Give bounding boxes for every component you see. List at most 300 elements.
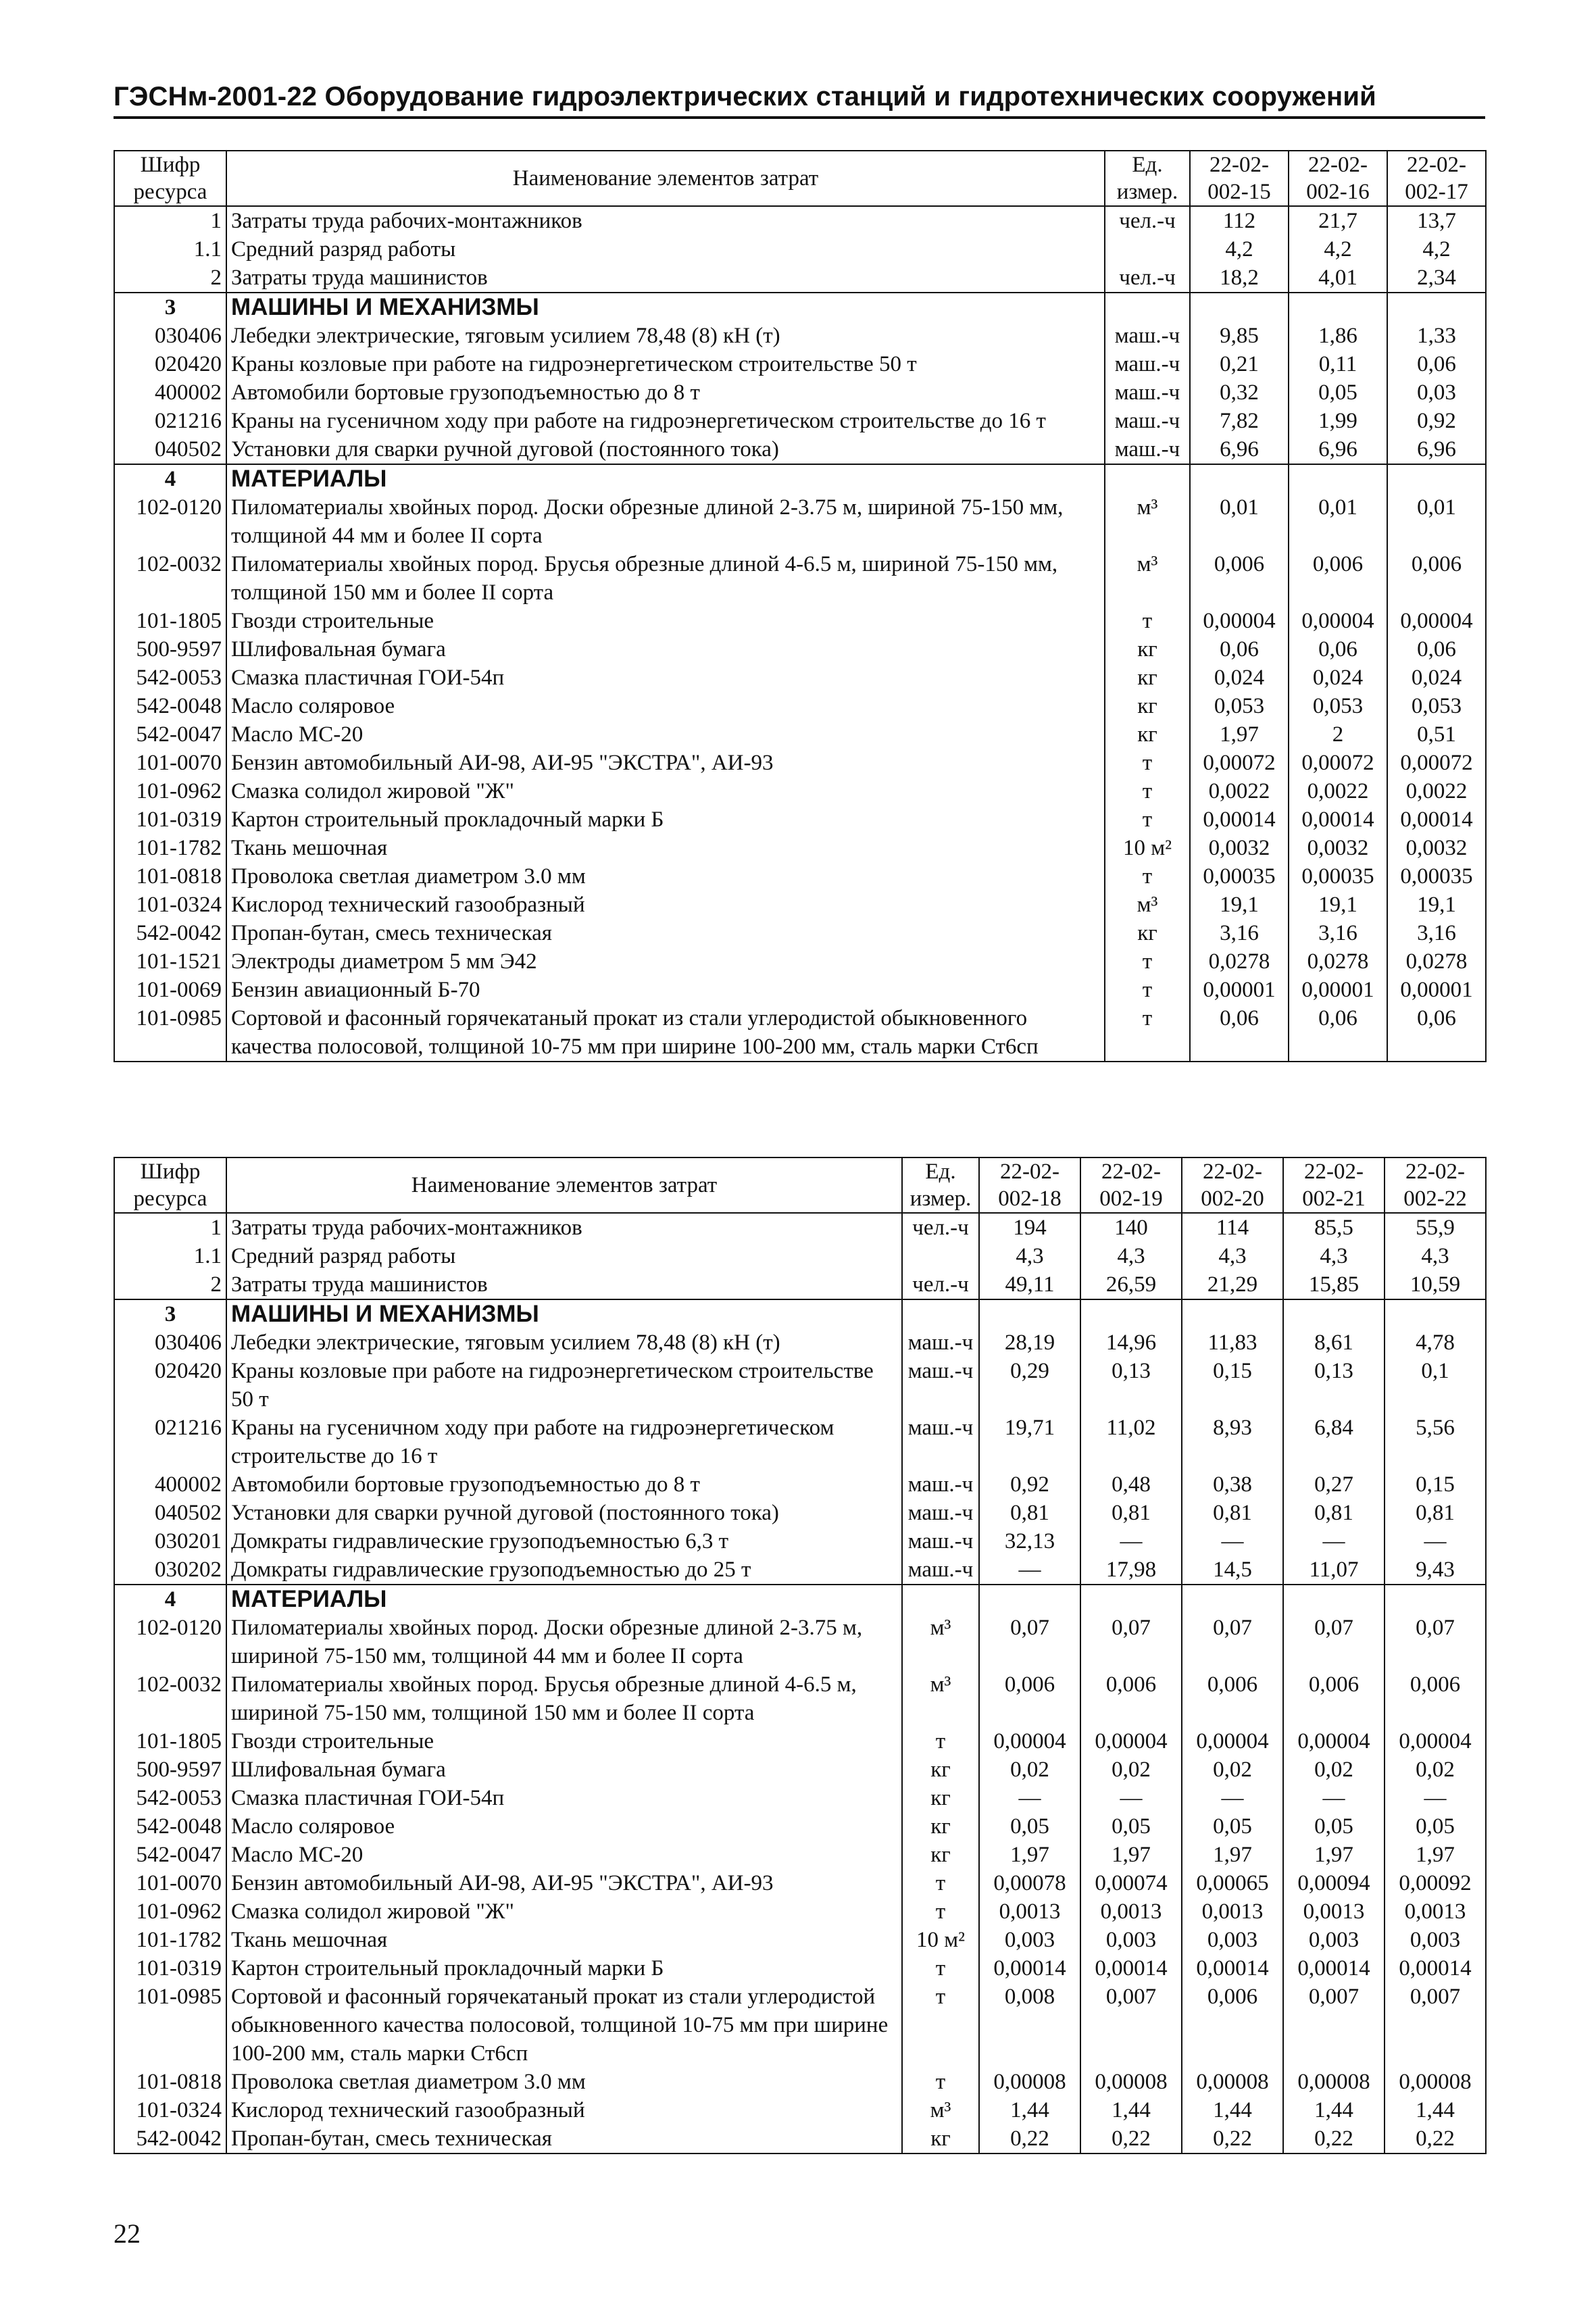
resource-code: 101-0985 [114, 1983, 226, 2068]
unit: кг [1105, 919, 1190, 947]
section-row [114, 1585, 1486, 1614]
page-header: ГЭСНм-2001-22 Оборудование гидроэлектрических станций и гидротехнических сооружений [114, 82, 1376, 111]
value-cell: 0,008 [979, 1983, 1080, 2068]
resource-name: Затраты труда машинистов [226, 264, 1105, 293]
value-cell: 0,053 [1289, 692, 1387, 720]
value-cell: 0,81 [1283, 1499, 1385, 1527]
resource-code: 101-0069 [114, 976, 226, 1004]
value-cell: 0,02 [1182, 1756, 1283, 1784]
value-cell: 1,97 [979, 1841, 1080, 1869]
unit: кг [1105, 692, 1190, 720]
resource-name: Масло соляровое [226, 1812, 902, 1841]
value-cell: 0,00004 [1387, 607, 1486, 635]
unit: кг [1105, 635, 1190, 664]
unit: т [1105, 976, 1190, 1004]
value-cell: 0,053 [1387, 692, 1486, 720]
value-cell: 11,83 [1182, 1328, 1283, 1357]
value-cell: 0,006 [979, 1670, 1080, 1727]
resource-name: Средний разряд работы [226, 1242, 902, 1270]
value-cell: 0,00078 [979, 1869, 1080, 1897]
value-cell: 0,003 [979, 1926, 1080, 1954]
value-cell: 0,00065 [1182, 1869, 1283, 1897]
unit: маш.-ч [902, 1357, 979, 1414]
value-cell: — [1080, 1784, 1182, 1812]
value-cell: 0,00014 [979, 1954, 1080, 1983]
unit: чел.-ч [1105, 206, 1190, 235]
table-header-row [114, 151, 1486, 206]
value-cell: 1,33 [1387, 322, 1486, 350]
resource-name: Автомобили бортовые грузоподъемностью до 8 т [226, 378, 1105, 407]
value-cell [1289, 293, 1387, 322]
unit: чел.-ч [1105, 264, 1190, 293]
value-cell: 0,22 [1283, 2124, 1385, 2154]
value-cell: 6,96 [1289, 435, 1387, 464]
resource-name: Проволока светлая диаметром 3.0 мм [226, 862, 1105, 891]
resource-name: МАШИНЫ И МЕХАНИЗМЫ [226, 1299, 902, 1328]
resource-code: 101-0070 [114, 749, 226, 777]
header-col-002-22: 22-02- 002-22 [1385, 1158, 1486, 1213]
value-cell: 0,22 [979, 2124, 1080, 2154]
value-cell: — [1182, 1784, 1283, 1812]
value-cell: 0,00014 [1182, 1954, 1283, 1983]
value-cell: 0,00004 [1190, 607, 1289, 635]
table-row [114, 891, 1486, 919]
value-cell: 0,00094 [1283, 1869, 1385, 1897]
unit [1105, 293, 1190, 322]
value-cell: 0,13 [1283, 1357, 1385, 1414]
section-row [114, 1299, 1486, 1328]
resource-name: Пиломатериалы хвойных пород. Доски обрезные длиной 2-3.75 м, шириной 75-150 мм, толщиной 44 мм и более II сорта [226, 493, 1105, 550]
unit: кг [902, 1756, 979, 1784]
unit: 10 м² [1105, 834, 1190, 862]
table-row [114, 1727, 1486, 1756]
value-cell: 1,97 [1182, 1841, 1283, 1869]
unit: м³ [1105, 493, 1190, 550]
resource-name: Краны козловые при работе на гидроэнергетическом строительстве 50 т [226, 350, 1105, 378]
value-cell: 0,00074 [1080, 1869, 1182, 1897]
value-cell: 0,0022 [1190, 777, 1289, 805]
value-cell: 0,00004 [1385, 1727, 1486, 1756]
resource-name: Картон строительный прокладочный марки Б [226, 805, 1105, 834]
value-cell: 0,00008 [1283, 2068, 1385, 2096]
value-cell: 7,82 [1190, 407, 1289, 435]
unit: кг [1105, 720, 1190, 749]
resource-name: Смазка солидол жировой "Ж" [226, 777, 1105, 805]
resource-name: Домкраты гидравлические грузоподъемностью до 25 т [226, 1555, 902, 1585]
resource-code: 1 [114, 1213, 226, 1242]
table-row [114, 435, 1486, 464]
resource-name: Установки для сварки ручной дуговой (постоянного тока) [226, 1499, 902, 1527]
resource-code: 040502 [114, 1499, 226, 1527]
value-cell: 0,07 [1182, 1614, 1283, 1670]
table-row [114, 919, 1486, 947]
resource-code: 101-0319 [114, 805, 226, 834]
value-cell: 10,59 [1385, 1270, 1486, 1299]
value-cell: 1,44 [1283, 2096, 1385, 2124]
value-cell [1387, 293, 1486, 322]
resource-code: 2 [114, 1270, 226, 1299]
resource-name: Кислород технический газообразный [226, 891, 1105, 919]
value-cell: — [1385, 1527, 1486, 1555]
resource-code: 101-0818 [114, 2068, 226, 2096]
value-cell: 0,0013 [1182, 1897, 1283, 1926]
value-cell: 0,0278 [1190, 947, 1289, 976]
unit [902, 1585, 979, 1614]
value-cell: 0,0013 [1385, 1897, 1486, 1926]
header-code: Шифр ресурса [114, 1158, 226, 1213]
value-cell: 19,1 [1289, 891, 1387, 919]
value-cell: 0,0022 [1289, 777, 1387, 805]
value-cell: 1,97 [1385, 1841, 1486, 1869]
unit: маш.-ч [1105, 435, 1190, 464]
value-cell: 0,02 [1385, 1756, 1486, 1784]
value-cell: 0,03 [1387, 378, 1486, 407]
table-header-row [114, 1158, 1486, 1213]
value-cell: 0,07 [979, 1614, 1080, 1670]
value-cell [1182, 1299, 1283, 1328]
table-row [114, 1756, 1486, 1784]
value-cell: 0,00014 [1080, 1954, 1182, 1983]
value-cell: 21,29 [1182, 1270, 1283, 1299]
resource-name: Проволока светлая диаметром 3.0 мм [226, 2068, 902, 2096]
value-cell: 8,61 [1283, 1328, 1385, 1357]
value-cell [1385, 1585, 1486, 1614]
value-cell: — [1182, 1527, 1283, 1555]
unit: кг [1105, 664, 1190, 692]
table-row [114, 720, 1486, 749]
header-unit: Ед. измер. [902, 1158, 979, 1213]
value-cell: 0,00004 [1289, 607, 1387, 635]
table-row [114, 1841, 1486, 1869]
value-cell: 0,02 [1080, 1756, 1182, 1784]
value-cell: 0,01 [1387, 493, 1486, 550]
unit: 10 м² [902, 1926, 979, 1954]
value-cell: 0,00001 [1289, 976, 1387, 1004]
resource-name: Гвозди строительные [226, 607, 1105, 635]
value-cell: — [1283, 1527, 1385, 1555]
value-cell: 0,006 [1387, 550, 1486, 607]
page-number: 22 [114, 2218, 141, 2249]
unit: маш.-ч [902, 1328, 979, 1357]
resource-code: 020420 [114, 350, 226, 378]
resource-name: Масло МС-20 [226, 720, 1105, 749]
value-cell: 26,59 [1080, 1270, 1182, 1299]
value-cell: 3,16 [1289, 919, 1387, 947]
value-cell: 0,024 [1289, 664, 1387, 692]
value-cell: 14,96 [1080, 1328, 1182, 1357]
value-cell: 0,00014 [1387, 805, 1486, 834]
unit: т [1105, 1004, 1190, 1062]
value-cell: 55,9 [1385, 1213, 1486, 1242]
value-cell: 17,98 [1080, 1555, 1182, 1585]
value-cell: 4,3 [1080, 1242, 1182, 1270]
value-cell: 0,003 [1080, 1926, 1182, 1954]
unit: маш.-ч [902, 1470, 979, 1499]
resource-name: Ткань мешочная [226, 1926, 902, 1954]
value-cell: — [979, 1784, 1080, 1812]
value-cell: 3,16 [1387, 919, 1486, 947]
table-row [114, 235, 1486, 264]
resource-name: Затраты труда рабочих-монтажников [226, 206, 1105, 235]
resource-code: 542-0042 [114, 2124, 226, 2154]
value-cell: 0,00004 [979, 1727, 1080, 1756]
value-cell: 4,78 [1385, 1328, 1486, 1357]
resource-code: 021216 [114, 1414, 226, 1470]
value-cell: 0,0013 [1080, 1897, 1182, 1926]
value-cell: 112 [1190, 206, 1289, 235]
resource-name: Смазка пластичная ГОИ-54п [226, 664, 1105, 692]
resource-name: Пропан-бутан, смесь техническая [226, 919, 1105, 947]
table-row [114, 635, 1486, 664]
table-row [114, 1004, 1486, 1062]
value-cell: 0,06 [1387, 635, 1486, 664]
resource-name: Краны на гусеничном ходу при работе на гидроэнергетическом строительстве до 16 т [226, 1414, 902, 1470]
resource-name: Пиломатериалы хвойных пород. Брусья обрезные длиной 4-6.5 м, шириной 75-150 мм, толщиной 150 мм и более II сорта [226, 550, 1105, 607]
table-row [114, 749, 1486, 777]
table-row [114, 664, 1486, 692]
table-row [114, 1555, 1486, 1585]
value-cell: 18,2 [1190, 264, 1289, 293]
unit: т [1105, 777, 1190, 805]
resource-name: Смазка солидол жировой "Ж" [226, 1897, 902, 1926]
value-cell [979, 1585, 1080, 1614]
table-row [114, 550, 1486, 607]
header-unit: Ед. измер. [1105, 151, 1190, 206]
value-cell: 0,00008 [1385, 2068, 1486, 2096]
header-name: Наименование элементов затрат [226, 151, 1105, 206]
unit: маш.-ч [1105, 378, 1190, 407]
resource-name: Домкраты гидравлические грузоподъемностью 6,3 т [226, 1527, 902, 1555]
value-cell: 0,38 [1182, 1470, 1283, 1499]
value-cell: 0,00014 [1283, 1954, 1385, 1983]
resource-code: 3 [114, 1299, 226, 1328]
value-cell: 0,006 [1385, 1670, 1486, 1727]
resource-name: Автомобили бортовые грузоподъемностью до 8 т [226, 1470, 902, 1499]
value-cell: 114 [1182, 1213, 1283, 1242]
value-cell: 0,92 [979, 1470, 1080, 1499]
unit: т [1105, 749, 1190, 777]
resource-name: Бензин авиационный Б-70 [226, 976, 1105, 1004]
value-cell: 32,13 [979, 1527, 1080, 1555]
value-cell: 1,97 [1080, 1841, 1182, 1869]
value-cell: 0,05 [1182, 1812, 1283, 1841]
resource-code: 400002 [114, 1470, 226, 1499]
table-row [114, 607, 1486, 635]
unit: кг [902, 1812, 979, 1841]
table-row [114, 777, 1486, 805]
table-row [114, 264, 1486, 293]
value-cell: 0,00008 [1182, 2068, 1283, 2096]
unit: чел.-ч [902, 1270, 979, 1299]
resource-name: Бензин автомобильный АИ-98, АИ-95 "ЭКСТРА", АИ-93 [226, 749, 1105, 777]
value-cell: 15,85 [1283, 1270, 1385, 1299]
value-cell: 0,0278 [1387, 947, 1486, 976]
unit [1105, 464, 1190, 493]
resource-name: Установки для сварки ручной дуговой (постоянного тока) [226, 435, 1105, 464]
table-row [114, 1614, 1486, 1670]
unit: м³ [902, 2096, 979, 2124]
table-row [114, 1213, 1486, 1242]
value-cell: 6,96 [1190, 435, 1289, 464]
resource-code: 542-0053 [114, 664, 226, 692]
value-cell: 0,00001 [1387, 976, 1486, 1004]
resource-code: 101-0962 [114, 777, 226, 805]
value-cell: 0,00001 [1190, 976, 1289, 1004]
value-cell: 0,006 [1190, 550, 1289, 607]
value-cell: 0,0032 [1190, 834, 1289, 862]
table-row [114, 2124, 1486, 2154]
value-cell: 4,3 [1385, 1242, 1486, 1270]
resource-name: Шлифовальная бумага [226, 1756, 902, 1784]
value-cell: — [1385, 1784, 1486, 1812]
resource-code: 101-0319 [114, 1954, 226, 1983]
header-col-002-17: 22-02- 002-17 [1387, 151, 1486, 206]
value-cell: — [979, 1555, 1080, 1585]
value-cell: 0,053 [1190, 692, 1289, 720]
value-cell [1190, 464, 1289, 493]
unit: маш.-ч [902, 1414, 979, 1470]
value-cell: 0,06 [1190, 1004, 1289, 1062]
table-row [114, 1869, 1486, 1897]
resource-name: Масло МС-20 [226, 1841, 902, 1869]
table-row [114, 322, 1486, 350]
table-row [114, 1270, 1486, 1299]
value-cell: 0,02 [979, 1756, 1080, 1784]
resource-code: 101-0324 [114, 891, 226, 919]
value-cell: 2 [1289, 720, 1387, 749]
table-row [114, 834, 1486, 862]
value-cell: 0,00072 [1190, 749, 1289, 777]
resource-code: 4 [114, 464, 226, 493]
value-cell: 0,00004 [1283, 1727, 1385, 1756]
value-cell: 5,56 [1385, 1414, 1486, 1470]
resource-code: 2 [114, 264, 226, 293]
value-cell [1385, 1299, 1486, 1328]
value-cell: 0,06 [1190, 635, 1289, 664]
unit: т [902, 1727, 979, 1756]
value-cell: 0,07 [1385, 1614, 1486, 1670]
value-cell: 9,43 [1385, 1555, 1486, 1585]
value-cell: 2,34 [1387, 264, 1486, 293]
value-cell: 0,05 [1283, 1812, 1385, 1841]
value-cell: 0,15 [1385, 1470, 1486, 1499]
value-cell: 0,006 [1182, 1983, 1283, 2068]
value-cell: 0,00014 [1385, 1954, 1486, 1983]
resource-name: Кислород технический газообразный [226, 2096, 902, 2124]
resource-name: Лебедки электрические, тяговым усилием 78,48 (8) кН (т) [226, 322, 1105, 350]
value-cell: 13,7 [1387, 206, 1486, 235]
unit: т [902, 1869, 979, 1897]
value-cell: 0,01 [1289, 493, 1387, 550]
value-cell: 0,21 [1190, 350, 1289, 378]
value-cell: 0,06 [1387, 350, 1486, 378]
resource-name: МАШИНЫ И МЕХАНИЗМЫ [226, 293, 1105, 322]
value-cell: 0,003 [1182, 1926, 1283, 1954]
resource-name: Средний разряд работы [226, 235, 1105, 264]
value-cell: 19,71 [979, 1414, 1080, 1470]
unit: маш.-ч [902, 1555, 979, 1585]
table-row [114, 206, 1486, 235]
value-cell: 0,81 [1385, 1499, 1486, 1527]
resource-code: 040502 [114, 435, 226, 464]
value-cell: 0,81 [1182, 1499, 1283, 1527]
header-col-002-15: 22-02- 002-15 [1190, 151, 1289, 206]
value-cell: 0,007 [1283, 1983, 1385, 2068]
resource-code: 030406 [114, 322, 226, 350]
value-cell: 0,0032 [1289, 834, 1387, 862]
value-cell: 0,05 [1080, 1812, 1182, 1841]
table-row [114, 1670, 1486, 1727]
value-cell: 6,96 [1387, 435, 1486, 464]
resource-code: 101-0985 [114, 1004, 226, 1062]
resource-name: МАТЕРИАЛЫ [226, 1585, 902, 1614]
value-cell: 0,00004 [1182, 1727, 1283, 1756]
resource-name: Пиломатериалы хвойных пород. Брусья обрезные длиной 4-6.5 м, шириной 75-150 мм, толщиной 150 мм и более II сорта [226, 1670, 902, 1727]
value-cell: 4,2 [1289, 235, 1387, 264]
resource-code: 1.1 [114, 1242, 226, 1270]
value-cell: 0,05 [1289, 378, 1387, 407]
table-row [114, 1527, 1486, 1555]
resource-name: Смазка пластичная ГОИ-54п [226, 1784, 902, 1812]
unit: т [902, 1954, 979, 1983]
value-cell [1387, 464, 1486, 493]
unit: м³ [1105, 891, 1190, 919]
value-cell: 0,00035 [1289, 862, 1387, 891]
unit: кг [902, 1841, 979, 1869]
table-row [114, 1926, 1486, 1954]
section-row [114, 464, 1486, 493]
value-cell: 0,32 [1190, 378, 1289, 407]
value-cell: 1,97 [1190, 720, 1289, 749]
value-cell: 0,15 [1182, 1357, 1283, 1414]
value-cell: 4,2 [1387, 235, 1486, 264]
value-cell: 0,006 [1289, 550, 1387, 607]
resource-name: Электроды диаметром 5 мм Э42 [226, 947, 1105, 976]
value-cell: 0,006 [1283, 1670, 1385, 1727]
value-cell: 0,0013 [979, 1897, 1080, 1926]
table-row [114, 1812, 1486, 1841]
value-cell: 0,06 [1289, 1004, 1387, 1062]
value-cell [1283, 1585, 1385, 1614]
value-cell [1080, 1299, 1182, 1328]
unit: м³ [902, 1670, 979, 1727]
resource-name: Затраты труда машинистов [226, 1270, 902, 1299]
value-cell: 0,51 [1387, 720, 1486, 749]
unit: т [902, 1983, 979, 2068]
value-cell: 4,2 [1190, 235, 1289, 264]
value-cell: 0,27 [1283, 1470, 1385, 1499]
value-cell: 0,00004 [1080, 1727, 1182, 1756]
resource-code: 500-9597 [114, 1756, 226, 1784]
value-cell: 0,00014 [1190, 805, 1289, 834]
value-cell: 1,44 [979, 2096, 1080, 2124]
value-cell: 0,024 [1190, 664, 1289, 692]
resource-code: 1.1 [114, 235, 226, 264]
table-row [114, 378, 1486, 407]
value-cell: 0,06 [1387, 1004, 1486, 1062]
value-cell: 0,22 [1385, 2124, 1486, 2154]
resource-code: 101-1521 [114, 947, 226, 976]
value-cell: 1,44 [1385, 2096, 1486, 2124]
unit: маш.-ч [902, 1499, 979, 1527]
value-cell: 0,06 [1289, 635, 1387, 664]
value-cell: 0,0022 [1387, 777, 1486, 805]
value-cell: 19,1 [1387, 891, 1486, 919]
value-cell: 0,00072 [1387, 749, 1486, 777]
resource-name: Лебедки электрические, тяговым усилием 78,48 (8) кН (т) [226, 1328, 902, 1357]
resource-table-1 [114, 150, 1487, 1062]
value-cell: 0,22 [1080, 2124, 1182, 2154]
